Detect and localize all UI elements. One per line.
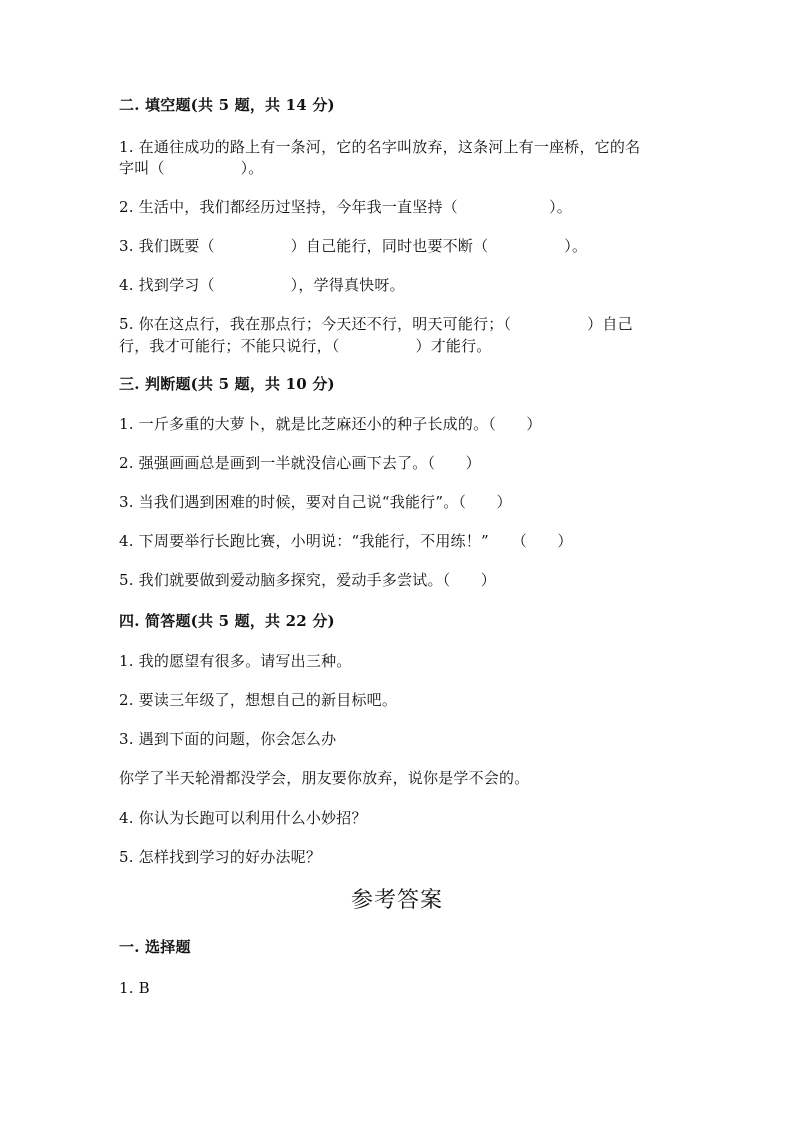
- short-answer-q4: 4. 你认为长跑可以利用什么小妙招？: [119, 809, 367, 827]
- true-false-q4: 4. 下周要举行长跑比赛，小明说：“我能行，不用练！” （ ）: [119, 532, 573, 550]
- section-4-heading: 四. 简答题(共 5 题，共 22 分): [119, 612, 335, 630]
- fill-blank-q1-line1: 1. 在通往成功的路上有一条河，它的名字叫放弃，这条河上有一座桥，它的名: [119, 138, 641, 156]
- true-false-q5: 5. 我们就要做到爱动脑多探究，爱动手多尝试。（ ）: [119, 571, 496, 589]
- section-2-heading: 二. 填空题(共 5 题，共 14 分): [119, 96, 335, 114]
- answer-1: 1. B: [119, 979, 150, 997]
- fill-blank-q3: 3. 我们既要（ ）自己能行，同时也要不断（ ）。: [119, 237, 588, 255]
- fill-blank-q5-line1: 5. 你在这点行，我在那点行；今天还不行，明天可能行；（ ）自己: [119, 315, 633, 333]
- answer-section-1-heading: 一. 选择题: [119, 938, 191, 956]
- short-answer-q1: 1. 我的愿望有很多。请写出三种。: [119, 652, 352, 670]
- short-answer-q5: 5. 怎样找到学习的好办法呢？: [119, 848, 322, 866]
- short-answer-q2: 2. 要读三年级了，想想自己的新目标吧。: [119, 691, 398, 709]
- true-false-q1: 1. 一斤多重的大萝卜，就是比芝麻还小的种子长成的。（ ）: [119, 415, 542, 433]
- short-answer-q3: 3. 遇到下面的问题，你会怎么办: [119, 730, 337, 748]
- fill-blank-q5-line2: 行，我才可能行；不能只说行，（ ）才能行。: [119, 337, 492, 355]
- fill-blank-q2: 2. 生活中，我们都经历过坚持，今年我一直坚持（ ）。: [119, 198, 572, 216]
- short-answer-q3-detail: 你学了半天轮滑都没学会，朋友要你放弃，说你是学不会的。: [119, 769, 530, 787]
- section-3-heading: 三. 判断题(共 5 题，共 10 分): [119, 375, 335, 393]
- answer-key-title: 参考答案: [350, 888, 443, 913]
- true-false-q2: 2. 强强画画总是画到一半就没信心画下去了。（ ）: [119, 454, 481, 472]
- fill-blank-q1-line2: 字叫（ ）。: [119, 159, 264, 177]
- true-false-q3: 3. 当我们遇到困难的时候，要对自己说“我能行”。（ ）: [119, 493, 512, 511]
- fill-blank-q4: 4. 找到学习（ ），学得真快呀。: [119, 276, 405, 294]
